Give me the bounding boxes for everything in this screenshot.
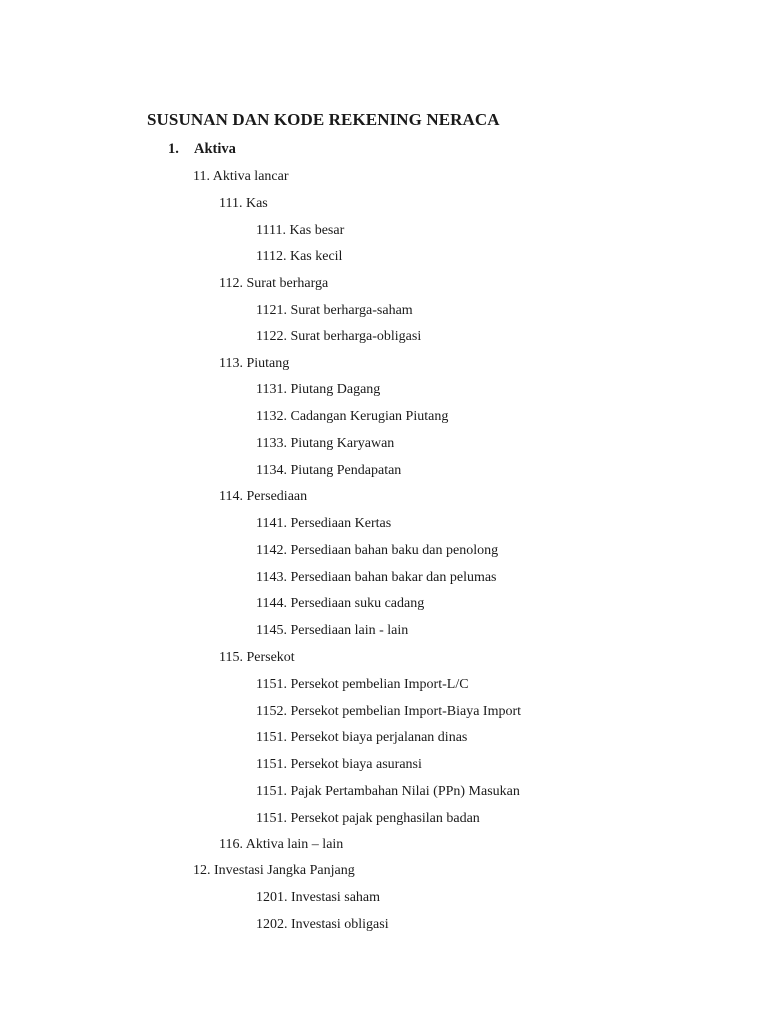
account-line-1151-a: 1151. Persekot pembelian Import-L/C	[256, 677, 469, 692]
account-line-111: 111. Kas	[219, 196, 268, 211]
account-line-1112: 1112. Kas kecil	[256, 249, 343, 264]
account-line-1145: 1145. Persediaan lain - lain	[256, 623, 409, 638]
account-line-112: 112. Surat berharga	[219, 276, 329, 291]
account-line-113: 113. Piutang	[219, 356, 290, 371]
section-number: 1.	[168, 141, 179, 157]
account-line-1152: 1152. Persekot pembelian Import-Biaya Import	[256, 704, 522, 719]
account-line-1111: 1111. Kas besar	[256, 223, 345, 238]
account-line-1122: 1122. Surat berharga-obligasi	[256, 329, 422, 344]
account-line-12: 12. Investasi Jangka Panjang	[193, 863, 355, 878]
account-line-1131: 1131. Piutang Dagang	[256, 382, 381, 397]
account-line-1202: 1202. Investasi obligasi	[256, 917, 389, 932]
account-line-1151-c: 1151. Persekot biaya asuransi	[256, 757, 422, 772]
account-line-116: 116. Aktiva lain – lain	[219, 837, 344, 852]
account-line-1133: 1133. Piutang Karyawan	[256, 436, 395, 451]
section-heading	[168, 141, 236, 158]
account-line-1142: 1142. Persediaan bahan baku dan penolong	[256, 543, 499, 558]
page-title: SUSUNAN DAN KODE REKENING NERACA	[147, 110, 500, 129]
account-line-11: 11. Aktiva lancar	[193, 169, 289, 184]
account-line-1141: 1141. Persediaan Kertas	[256, 516, 392, 531]
account-line-1151-e: 1151. Persekot pajak penghasilan badan	[256, 811, 480, 826]
account-line-1143: 1143. Persediaan bahan bakar dan pelumas	[256, 570, 497, 585]
section-label: Aktiva	[194, 141, 236, 157]
account-line-114: 114. Persediaan	[219, 489, 308, 504]
account-line-1144: 1144. Persediaan suku cadang	[256, 596, 425, 611]
account-line-1151-b: 1151. Persekot biaya perjalanan dinas	[256, 730, 468, 745]
account-line-1201: 1201. Investasi saham	[256, 890, 381, 905]
account-line-115: 115. Persekot	[219, 650, 295, 665]
account-line-1121: 1121. Surat berharga-saham	[256, 303, 413, 318]
account-line-1132: 1132. Cadangan Kerugian Piutang	[256, 409, 449, 424]
account-line-1134: 1134. Piutang Pendapatan	[256, 463, 402, 478]
account-line-1151-d: 1151. Pajak Pertambahan Nilai (PPn) Masukan	[256, 784, 520, 799]
